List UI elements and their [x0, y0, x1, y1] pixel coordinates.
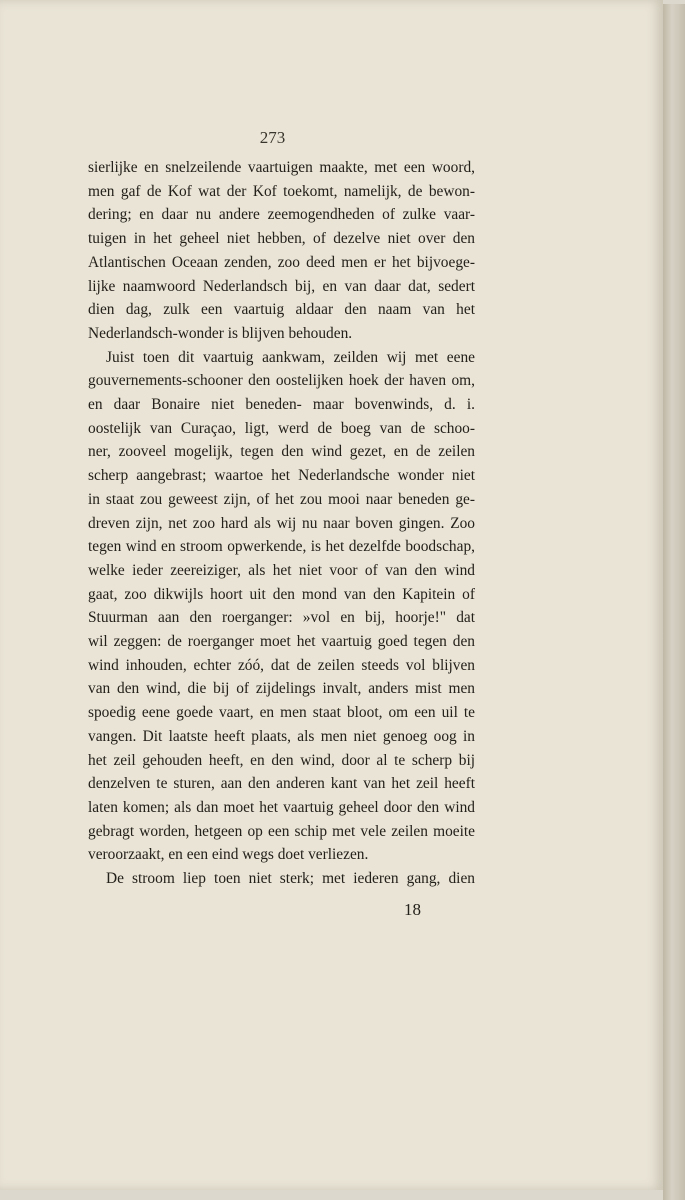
text-line: sierlijke en snelzeilende vaartuigen maakte, met een woord, [88, 159, 475, 176]
text-line: het zeil gehouden heeft, en den wind, door al te scherp bij [88, 751, 475, 769]
text-line: van den wind, die bij of zijdelings invalt, anders mist men [88, 680, 475, 698]
text-line: gaat, zoo dikwijls hoort uit den mond van den Kapitein of [88, 585, 475, 603]
text-line: dreven zijn, net zoo hard als wij nu naar boven gingen. Zoo [88, 514, 475, 532]
text-line: Atlantischen Oceaan zenden, zoo deed men er het bijvoege- [88, 253, 475, 271]
text-line: welke ieder zeereiziger, als het niet voor of van den wind [88, 561, 475, 579]
text-line: Stuurman aan den roerganger: »vol en bij, hoorje!" dat [88, 609, 475, 627]
text-line: dien dag, zulk een vaartuig aldaar den naam van het [88, 301, 475, 319]
text-line: Nederlandsch-wonder is blijven behouden. [88, 324, 353, 342]
text-line: tuigen in het geheel niet hebben, of dezelve niet over den [88, 230, 475, 248]
text-line: en daar Bonaire niet beneden- maar bovenwinds, d. i. [88, 396, 475, 414]
text-line: Juist toen dit vaartuig aankwam, zeilden wij met eene [106, 348, 475, 366]
text-line: denzelven te sturen, aan den anderen kant van het zeil heeft [88, 775, 475, 793]
text-line: tegen wind en stroom opwerkende, is het dezelfde boodschap, [88, 538, 475, 556]
text-line: in staat zou geweest zijn, of het zou mooi naar beneden ge- [88, 490, 475, 508]
body-text [88, 156, 475, 891]
signature-mark: 18 [404, 900, 421, 919]
page-edge [663, 4, 685, 1200]
text-line: dering; en daar nu andere zeemogendheden of zulke vaar- [88, 206, 475, 224]
text-line: wil zeggen: de roerganger moet het vaartuig goed tegen den [88, 633, 475, 651]
text-line: gouvernements-schooner den oostelijken hoek der haven om, [88, 372, 475, 390]
text-line: wind inhouden, echter zóó, dat de zeilen steeds vol blijven [88, 656, 475, 674]
text-line: oostelijk van Curaçao, ligt, werd de boeg van de schoo- [88, 419, 475, 437]
text-line: lijke naamwoord Nederlandsch bij, en van daar dat, sedert [88, 277, 475, 295]
text-line: vangen. Dit laatste heeft plaats, als men niet genoeg oog in [88, 727, 475, 745]
text-line: De stroom liep toen niet sterk; met iederen gang, dien [106, 870, 475, 888]
text-line: ner, zooveel mogelijk, tegen den wind gezet, en de zeilen [88, 443, 475, 461]
text-line: laten komen; als dan moet het vaartuig geheel door den wind [88, 798, 475, 816]
text-line: scherp aangebrast; waartoe het Nederlandsche wonder niet [88, 467, 475, 485]
text-line: spoedig eene goede vaart, en men staat bloot, om een uil te [88, 704, 475, 722]
text-line: veroorzaakt, en een eind wegs doet verliezen. [88, 846, 369, 864]
text-line: gebragt worden, hetgeen op een schip met vele zeilen moeite [88, 822, 475, 840]
text-line: men gaf de Kof wat der Kof toekomt, namelijk, de bewon- [88, 182, 475, 200]
page-number: 273 [259, 128, 286, 147]
